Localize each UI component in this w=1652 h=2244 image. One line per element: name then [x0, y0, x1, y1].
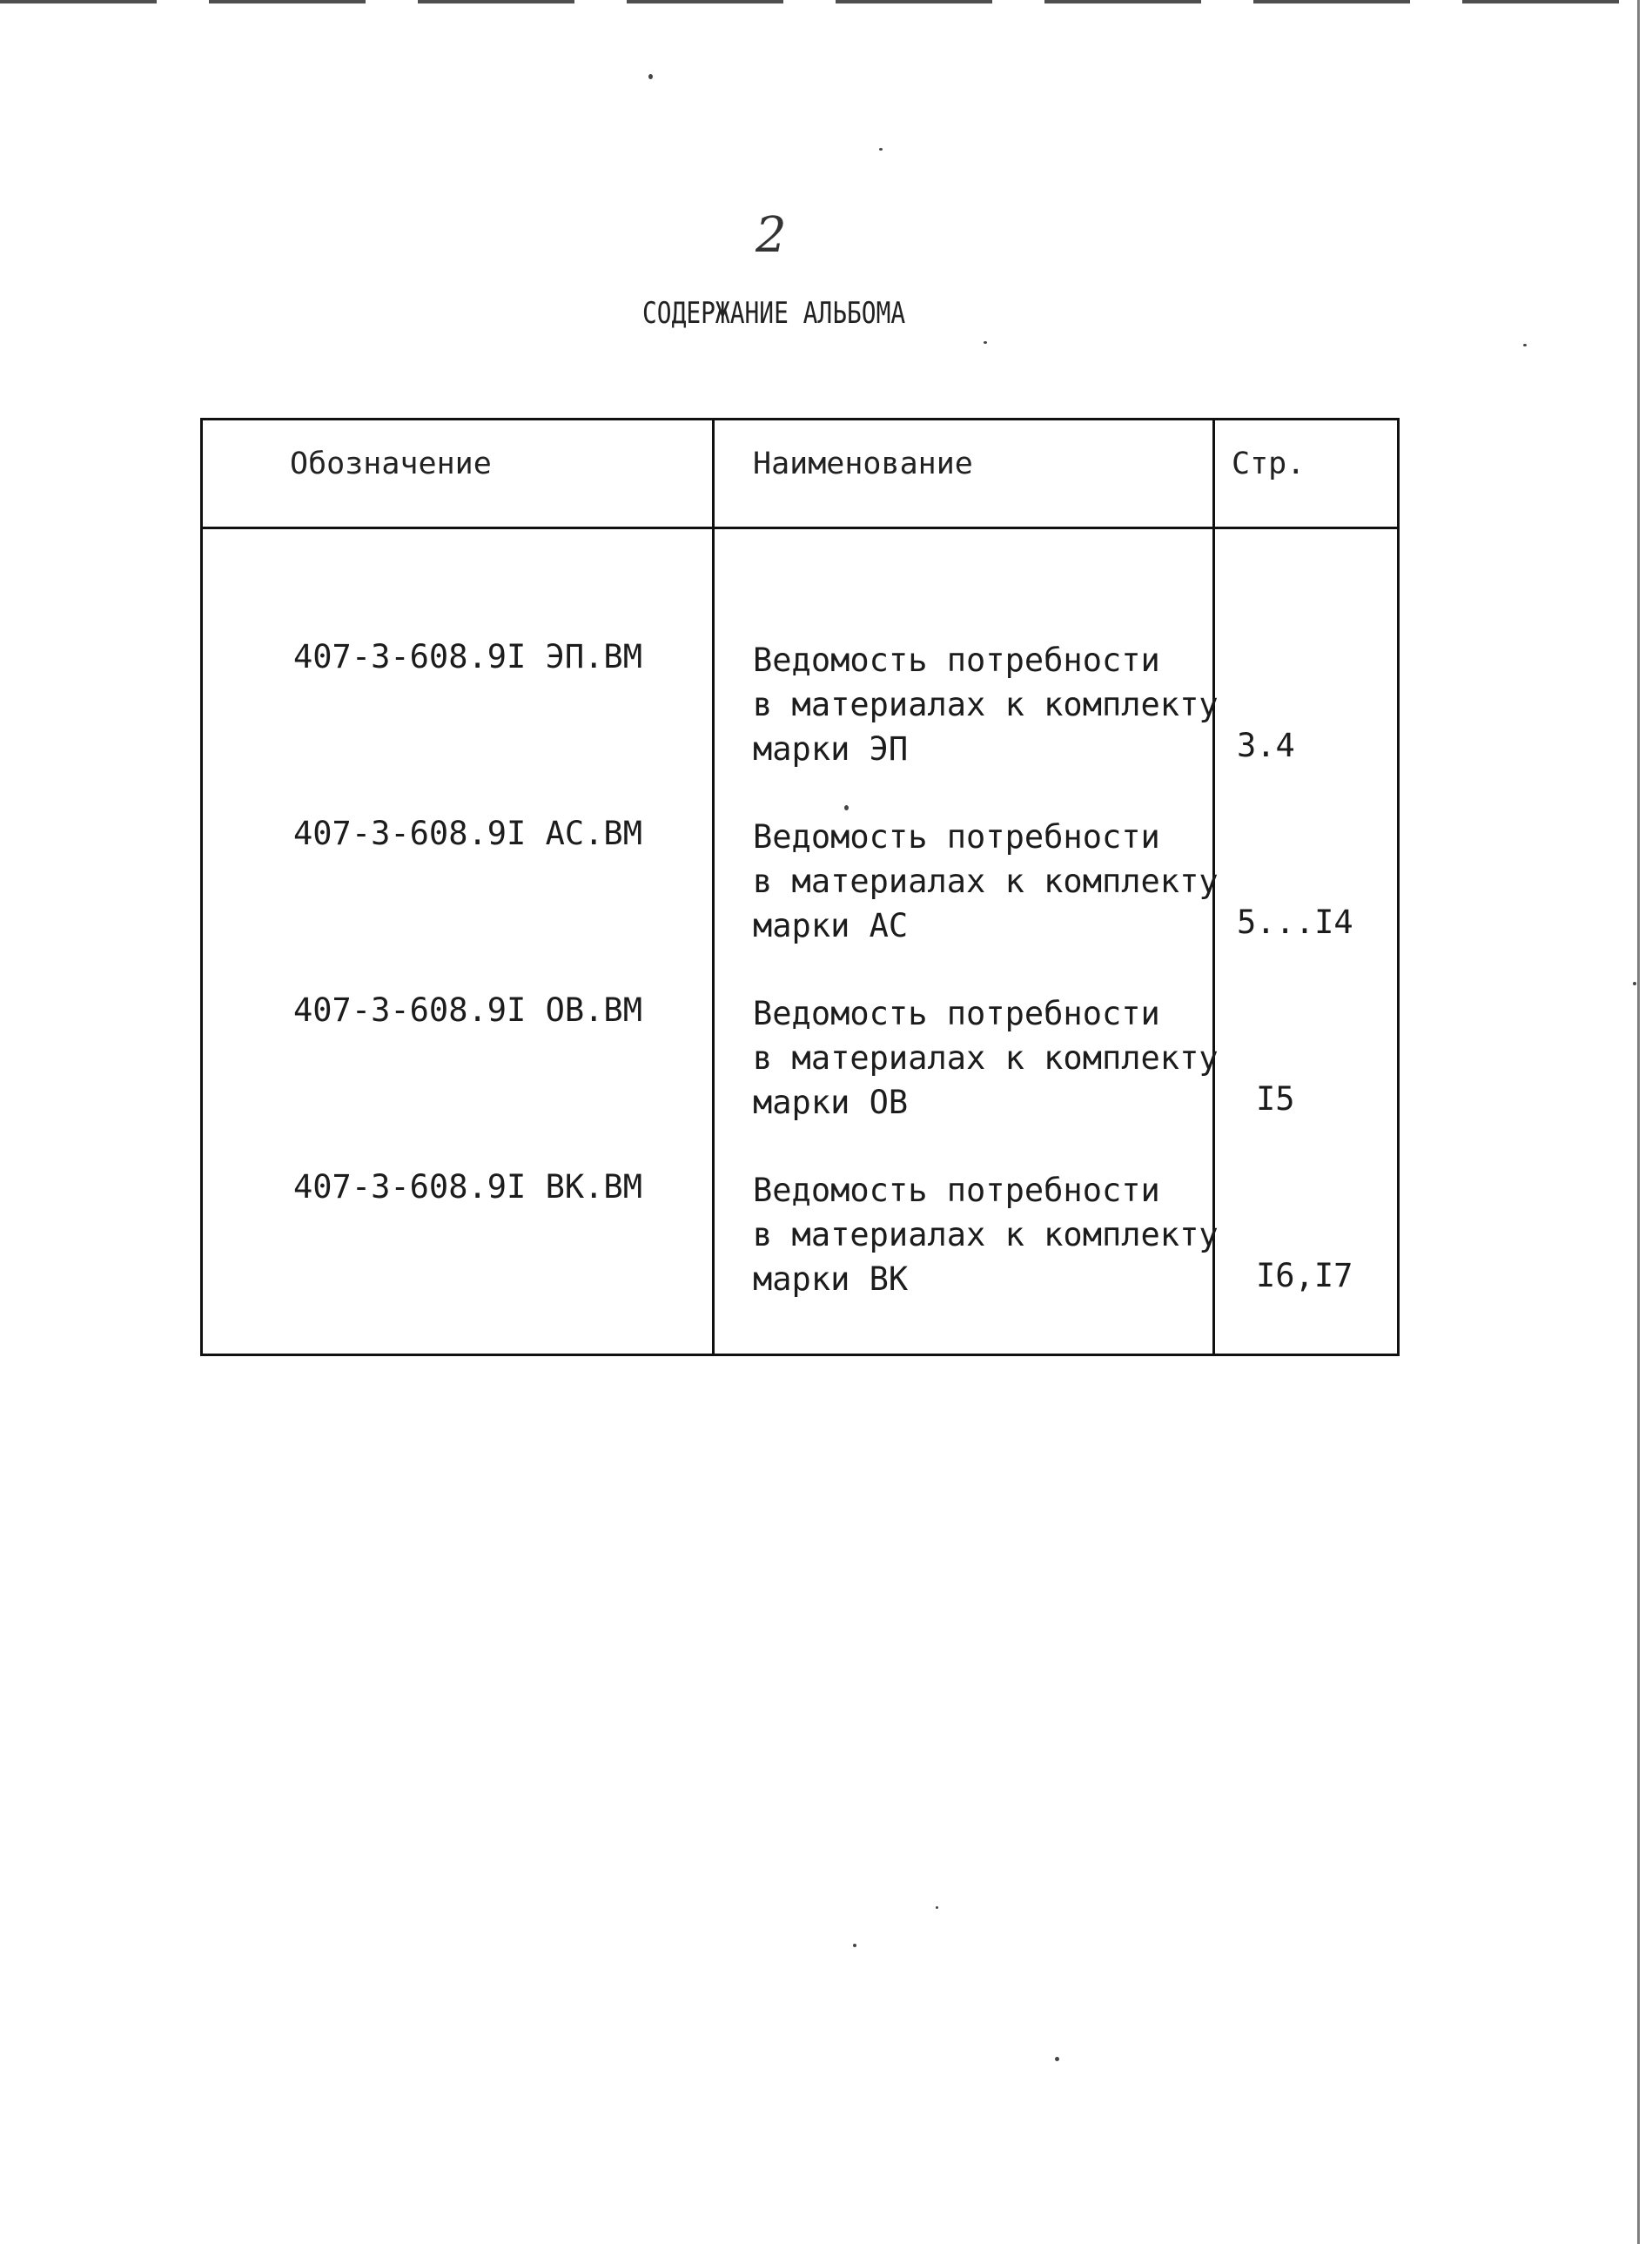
- row-page: 5...I4: [1237, 904, 1353, 941]
- row-name-line: марки ВК: [753, 1260, 909, 1298]
- row-name-line: Ведомость потребности: [753, 995, 1160, 1032]
- header-name: Наименование: [753, 447, 973, 481]
- row-page: I5: [1256, 1080, 1295, 1118]
- row-name-line: Ведомость потребности: [753, 642, 1160, 679]
- header-page: Стр.: [1232, 447, 1306, 481]
- row-name-line: марки АС: [753, 907, 909, 944]
- row-designation: 407-3-608.9I ВК.ВМ: [293, 1168, 642, 1206]
- row-name-line: в материалах к комплекту: [753, 686, 1219, 723]
- scan-edge-top: [0, 0, 1652, 3]
- scan-speck: [1055, 2057, 1059, 2061]
- row-name: [753, 638, 1219, 771]
- row-name: [753, 815, 1219, 948]
- scan-speck: [853, 1944, 856, 1947]
- scan-speck: [844, 805, 849, 810]
- row-name-line: Ведомость потребности: [753, 1172, 1160, 1209]
- row-name-line: марки ЭП: [753, 730, 909, 768]
- row-name: [753, 1168, 1219, 1301]
- row-page: 3.4: [1237, 727, 1295, 764]
- scan-speck: [879, 148, 883, 151]
- row-name-line: марки ОВ: [753, 1084, 909, 1121]
- contents-table: [200, 418, 1400, 1356]
- scan-speck: [1523, 344, 1527, 346]
- row-name-line: в материалах к комплекту: [753, 1216, 1219, 1253]
- table-row: [203, 638, 1397, 795]
- row-page: I6,I7: [1256, 1257, 1353, 1294]
- row-name-line: в материалах к комплекту: [753, 1039, 1219, 1077]
- row-designation: 407-3-608.9I ЭП.ВМ: [293, 638, 642, 675]
- scan-speck: [648, 74, 653, 79]
- document-title: СОДЕРЖАНИЕ АЛЬБОМА: [642, 296, 906, 331]
- row-name: [753, 991, 1219, 1125]
- header-designation: Обозначение: [290, 447, 492, 481]
- scan-speck: [936, 1906, 938, 1909]
- page-number: 2: [755, 207, 787, 264]
- row-designation: 407-3-608.9I АС.ВМ: [293, 815, 642, 852]
- row-name-line: в материалах к комплекту: [753, 863, 1219, 900]
- table-row: [203, 991, 1397, 1148]
- row-name-line: Ведомость потребности: [753, 818, 1160, 856]
- scan-speck: [984, 341, 987, 344]
- table-row: [203, 815, 1397, 971]
- header-divider: [203, 527, 1397, 529]
- scan-speck: [1633, 982, 1636, 985]
- row-designation: 407-3-608.9I ОВ.ВМ: [293, 991, 642, 1029]
- scan-edge-right: [1637, 0, 1640, 2244]
- table-row: [203, 1168, 1397, 1325]
